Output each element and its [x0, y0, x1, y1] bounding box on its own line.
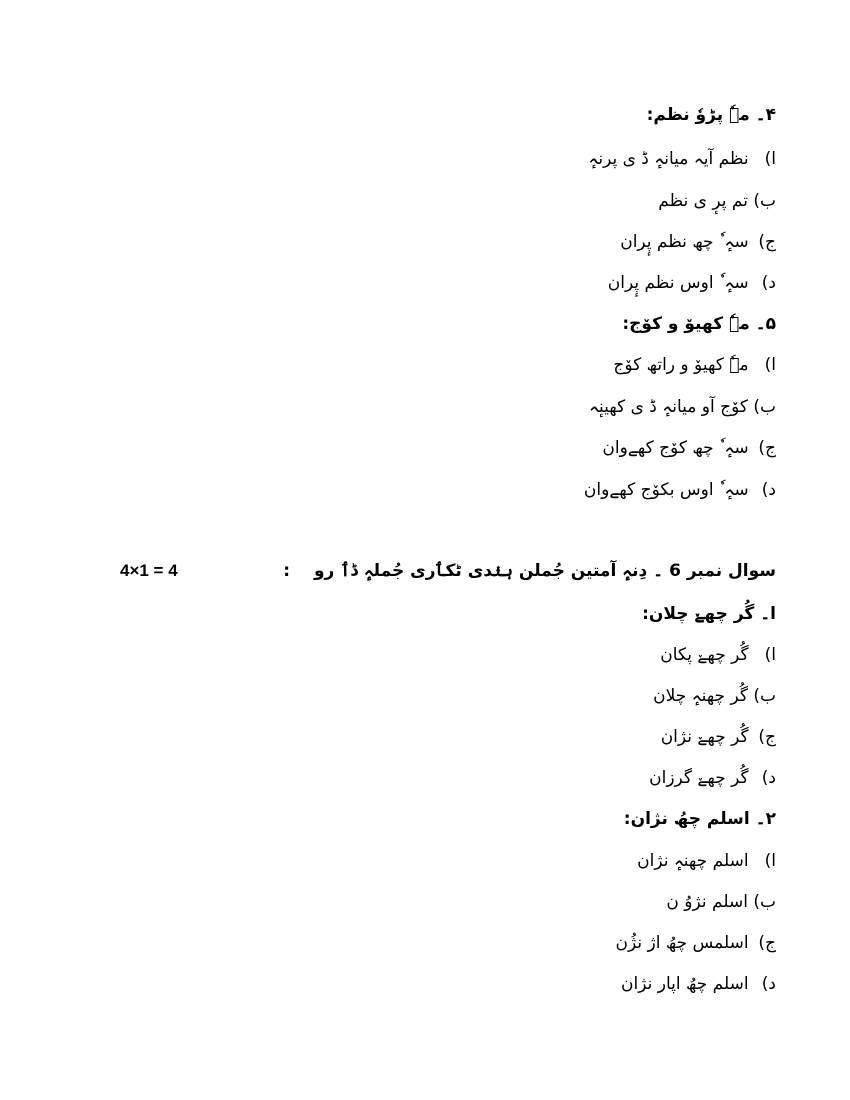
option-text: اسلم نژوُ ن	[666, 892, 748, 912]
q6-2-option-b	[666, 891, 776, 913]
option-label: ج)	[758, 232, 776, 252]
option-label: ا)	[764, 355, 776, 375]
q4-option-b	[658, 190, 776, 212]
q5-option-a	[613, 354, 776, 376]
option-label: ب)	[753, 892, 776, 912]
q5-heading: ۵۔ مےٗ کھیوٚ و کوٚج:	[622, 314, 776, 334]
option-text: گُر چھےٚ گرزان	[649, 768, 749, 788]
question-6-title-text: سوال نمبر 6 ۔ دِنہٕ آمتین جُملن ہنٛدی ٹکٲری جُملہٕ ڈٲ رو	[313, 561, 776, 581]
option-text: نظم آیہ میانہٕ ڈ ی پرنہٕ	[588, 149, 749, 169]
option-text: گُر چھےٚ پکان	[660, 645, 749, 665]
option-text: سہٕ ٗ اوس بکوٚج کھےوان	[583, 480, 749, 500]
option-label: د)	[761, 768, 776, 788]
q4-option-a	[588, 148, 776, 170]
option-label: ب)	[753, 397, 776, 417]
q6-2-option-a	[637, 850, 776, 872]
option-label: ا)	[764, 645, 776, 665]
option-label: د)	[761, 273, 776, 293]
option-label: ا)	[764, 851, 776, 871]
q4-option-c	[620, 231, 776, 253]
option-label: ا)	[764, 149, 776, 169]
question-6-colon: :	[283, 561, 291, 581]
question-6-title	[283, 560, 776, 582]
q5-option-b	[589, 396, 776, 418]
q6-1-option-a	[660, 644, 776, 666]
q6-1-option-d	[649, 767, 776, 789]
q6-1-heading: ا۔ گُر چھےٚ چلان:	[642, 604, 776, 624]
q6-1-option-b	[653, 685, 776, 707]
option-text: سہٕ ٗ چھ نظم پٕران	[620, 232, 749, 252]
q5-option-d	[584, 479, 776, 501]
q4-option-d	[608, 272, 776, 294]
option-label: ج)	[758, 727, 776, 747]
q6-2-option-d	[621, 973, 776, 995]
q4-heading: ۴۔ مےٗ پڑوٗ نظم:	[646, 105, 776, 125]
option-text: اسلمس چھُ اژ نژُن	[615, 933, 749, 953]
option-text: کوٚج آو میانہٕ ڈ ی کھینٕہ	[589, 397, 748, 417]
option-text: اسلم چھنہٕ نژان	[637, 851, 749, 871]
option-text: سہٕ ٗ چھ کوٚج کھےوان	[602, 438, 749, 458]
option-text: سہٕ ٗ اوس نظم پٕران	[607, 273, 749, 293]
option-text: اسلم چھُ اپار نژان	[621, 974, 749, 994]
option-label: ب)	[753, 686, 776, 706]
option-label: ج)	[758, 933, 776, 953]
option-label: ج)	[758, 438, 776, 458]
q5-option-c	[602, 437, 776, 459]
option-text: مےٗ کھیوٚ و راتھ کوٚج	[613, 355, 749, 375]
option-text: تم پرٕ ی نظم	[658, 191, 748, 211]
q6-2-heading: ۲۔ اسلم چھُ نژان:	[623, 809, 776, 829]
option-text: گُر چھےٚ نژان	[660, 727, 749, 747]
q6-2-option-c	[616, 932, 777, 954]
option-label: د)	[761, 480, 776, 500]
question-6-marks: 4×1 = 4	[120, 561, 178, 580]
option-label: د)	[761, 974, 776, 994]
option-text: گُر چھنہٕ چلان	[653, 686, 748, 706]
q6-1-option-c	[661, 726, 776, 748]
option-label: ب)	[753, 191, 776, 211]
